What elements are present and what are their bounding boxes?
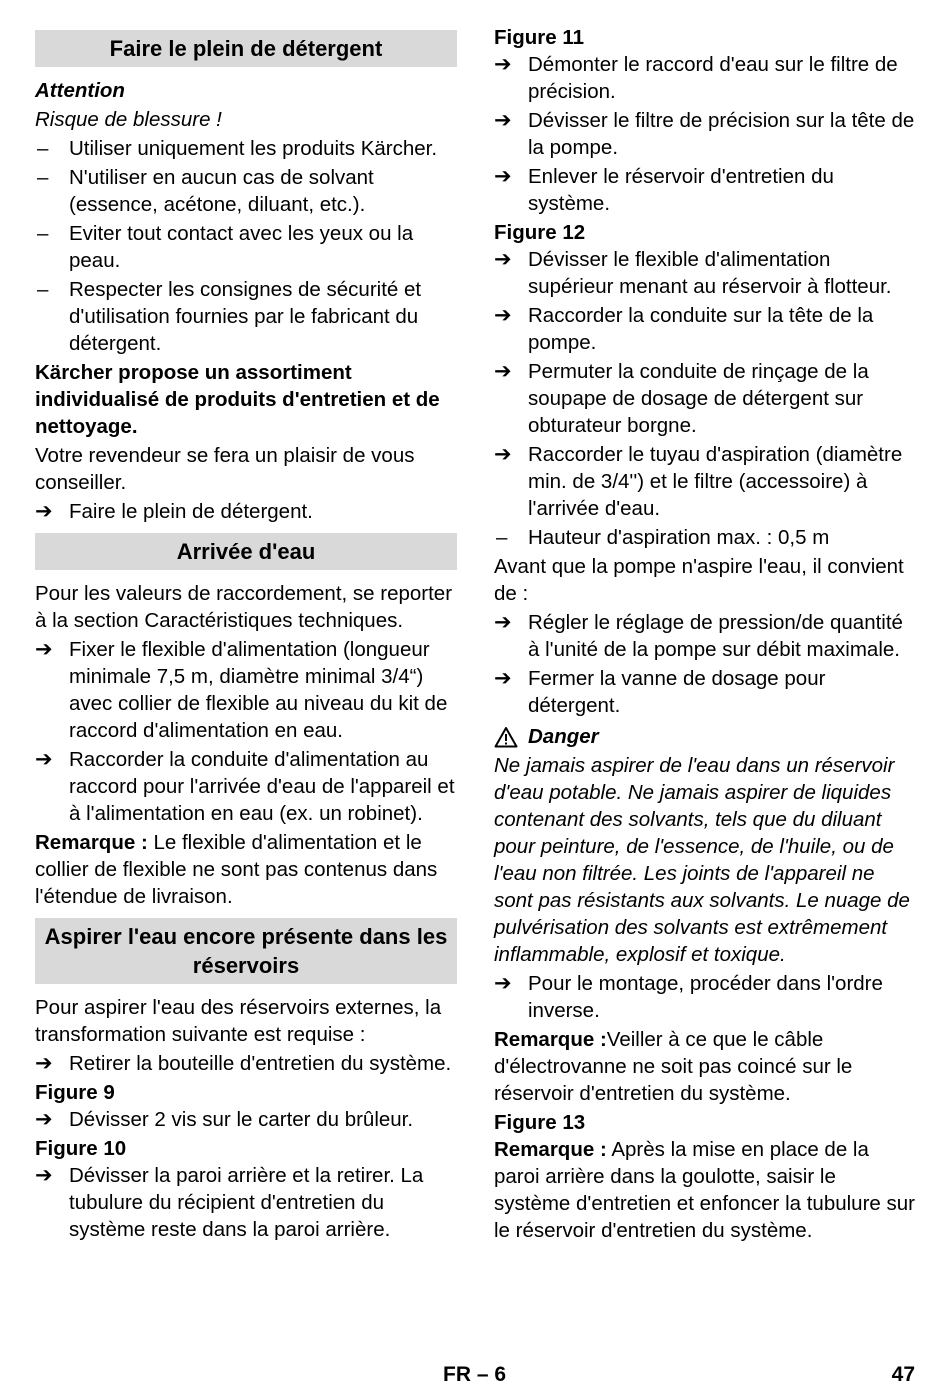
list-item: – Hauteur d'aspiration max. : 0,5 m [496, 526, 830, 549]
list-item: – Eviter tout contact avec les yeux ou la peau. [37, 222, 414, 272]
instruction-step: ➔ Fixer le flexible d'alimentation (longueur minimale 7,5 m, diamètre minimal 3/4“) avec collier de flexible au niveau du kit de raccord d'alimentation en eau. [35, 638, 448, 742]
arrow-icon: ➔ [494, 611, 512, 634]
dealer-advice-text: Votre revendeur se fera un plaisir de vous conseiller. [35, 444, 415, 494]
arrow-icon: ➔ [494, 53, 512, 76]
arrow-icon: ➔ [494, 109, 512, 132]
footer-language-page: FR – 6 [443, 1363, 507, 1386]
arrow-icon: ➔ [35, 638, 53, 661]
before-pump-text: Avant que la pompe n'aspire l'eau, il convient de : [494, 555, 904, 605]
instruction-step: ➔ Faire le plein de détergent. [35, 500, 313, 523]
arrow-icon: ➔ [494, 165, 512, 188]
instruction-step: ➔ Pour le montage, procéder dans l'ordre inverse. [494, 972, 883, 1022]
instruction-step: ➔ Régler le réglage de pression/de quantité à l'unité de la pompe sur débit maximale. [494, 611, 903, 661]
left-column [35, 24, 457, 1245]
instruction-step: ➔ Dévisser le filtre de précision sur la tête de la pompe. [494, 109, 915, 159]
dash-bullet: – [37, 137, 49, 160]
instruction-step: ➔ Retirer la bouteille d'entretien du système. [35, 1052, 452, 1075]
danger-heading [494, 723, 916, 750]
water-supply-intro: Pour les valeurs de raccordement, se reporter à la section Caractéristiques techniques. [35, 582, 453, 632]
arrow-icon: ➔ [35, 500, 53, 523]
instruction-step: ➔ Fermer la vanne de dosage pour détergent. [494, 667, 826, 717]
instruction-step: ➔ Raccorder la conduite sur la tête de la pompe. [494, 304, 874, 354]
figure-label: Figure 13 [494, 1111, 586, 1134]
instruction-step: ➔ Dévisser la paroi arrière et la retirer. La tubulure du récipient d'entretien du système reste dans la paroi arrière. [35, 1164, 424, 1241]
arrow-icon: ➔ [494, 304, 512, 327]
note-label: Remarque : [494, 1138, 607, 1161]
arrow-icon: ➔ [494, 248, 512, 271]
arrow-icon: ➔ [494, 667, 512, 690]
instruction-step: ➔ Enlever le réservoir d'entretien du système. [494, 165, 834, 215]
section-heading-detergent: Faire le plein de détergent [35, 30, 457, 67]
section-heading-water-supply: Arrivée d'eau [35, 533, 457, 570]
figure-label: Figure 10 [35, 1137, 127, 1160]
instruction-step: ➔ Dévisser 2 vis sur le carter du brûleur. [35, 1108, 414, 1131]
dash-bullet: – [37, 278, 49, 301]
arrow-icon: ➔ [35, 1052, 53, 1075]
danger-label: Danger [528, 725, 599, 748]
arrow-icon: ➔ [494, 360, 512, 383]
warning-triangle-icon [494, 726, 518, 748]
arrow-icon: ➔ [35, 1108, 53, 1131]
dash-bullet: – [37, 222, 49, 245]
list-item: – Utiliser uniquement les produits Kärcher. [37, 137, 438, 160]
danger-text: Ne jamais aspirer de l'eau dans un réservoir d'eau potable. Ne jamais aspirer de liquides contenant des solvants, tels que du diluant pour peinture, de l'essence, de l'huile, ou de l'eau non filtrée. Les joints de l'appareil ne sont pas résistants aux solvants. Le nuage de pulvérisation des solvants est extrêmement inflammable, explosif et toxique. [494, 754, 910, 966]
dash-bullet: – [496, 526, 508, 549]
water-supply-note: Remarque : Le flexible d'alimentation et le collier de flexible ne sont pas contenus dans l'étendue de livraison. [35, 831, 438, 908]
dash-bullet: – [37, 166, 49, 189]
arrow-icon: ➔ [494, 443, 512, 466]
arrow-icon: ➔ [35, 748, 53, 771]
section-heading-drain-tanks: Aspirer l'eau encore présente dans les réservoirs [35, 918, 457, 984]
instruction-step: ➔ Démonter le raccord d'eau sur le filtre de précision. [494, 53, 898, 103]
right-column [494, 24, 916, 1246]
arrow-icon: ➔ [35, 1164, 53, 1187]
list-item: – N'utiliser en aucun cas de solvant (essence, acétone, diluant, etc.). [37, 166, 374, 216]
drain-intro: Pour aspirer l'eau des réservoirs externes, la transformation suivante est requise : [35, 996, 442, 1046]
instruction-step: ➔ Raccorder la conduite d'alimentation au raccord pour l'arrivée d'eau de l'appareil et à l'alimentation en eau (ex. un robinet). [35, 748, 455, 825]
instruction-step: ➔ Raccorder le tuyau d'aspiration (diamètre min. de 3/4'') et le filtre (accessoire) à l'arrivée d'eau. [494, 443, 903, 520]
arrow-icon: ➔ [494, 972, 512, 995]
instruction-step: ➔ Dévisser le flexible d'alimentation supérieur menant au réservoir à flotteur. [494, 248, 892, 298]
list-item: – Respecter les consignes de sécurité et d'utilisation fournies par le fabricant du détergent. [37, 278, 422, 355]
figure-label: Figure 11 [494, 26, 585, 49]
risk-text: Risque de blessure ! [35, 108, 222, 131]
note-label: Remarque : [35, 831, 148, 854]
figure-label: Figure 9 [35, 1081, 115, 1104]
attention-label: Attention [35, 79, 125, 102]
page-number: 47 [891, 1363, 915, 1386]
note-label: Remarque : [494, 1028, 607, 1051]
rear-wall-note: Remarque : Après la mise en place de la paroi arrière dans la goulotte, saisir le système d'entretien et enfoncer la tubulure sur le réservoir d'entretien du système. [494, 1138, 915, 1242]
instruction-step: ➔ Permuter la conduite de rinçage de la soupape de dosage de détergent sur obturateur borgne. [494, 360, 869, 437]
karcher-offer-text: Kärcher propose un assortiment individualisé de produits d'entretien et de nettoyage. [35, 361, 440, 438]
cable-note: Remarque :Veiller à ce que le câble d'électrovanne ne soit pas coincé sur le réservoir d'entretien du système. [494, 1028, 853, 1105]
figure-label: Figure 12 [494, 221, 586, 244]
